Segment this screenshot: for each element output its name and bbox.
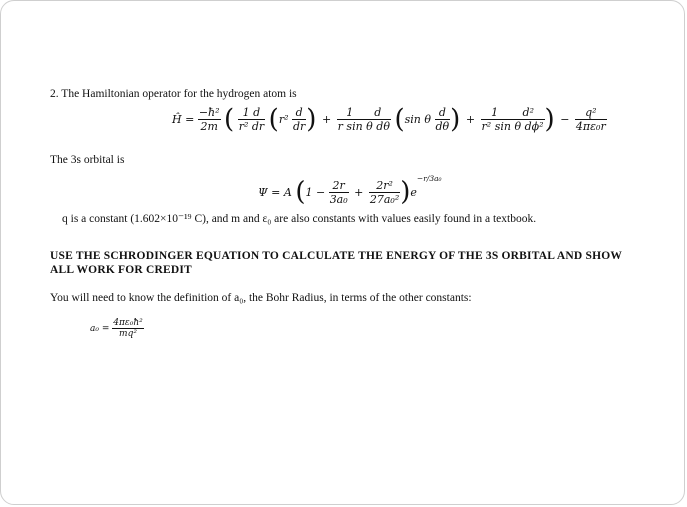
term2-fraction — [337, 106, 391, 133]
wavefunction-lhs: Ψ = A — [258, 185, 292, 199]
inner-num: d — [292, 106, 306, 120]
instruction-line1: USE THE SCHRODINGER EQUATION TO CALCULATE THE ENERGY OF THE 3S ORBITAL AND SHOW — [50, 250, 623, 262]
orbital-intro: The 3s orbital is — [50, 154, 125, 166]
term2-inner-derivative — [435, 106, 451, 133]
wavefunction-one: 1 − — [305, 185, 326, 199]
wf-plus: + — [354, 185, 364, 199]
constants-text: q is a constant (1.602×10⁻¹⁹ C), and m and ε₀ are also constants with values easily found in a textbook. — [62, 213, 537, 225]
term3-d2: d² — [522, 106, 534, 119]
wf-t2-den: 27a₀² — [369, 192, 400, 206]
term3-num: 1 — [491, 106, 499, 119]
wavefunction-term2 — [369, 179, 400, 206]
term2-inner-num: d — [435, 106, 451, 120]
wf-t1-den: 3a₀ — [329, 192, 348, 206]
bohr-note: You will need to know the definition of a₀, the Bohr Radius, in terms of the other constants: — [50, 292, 472, 304]
coulomb-num: q² — [575, 106, 607, 120]
inner-den: dr — [292, 120, 306, 133]
term1-num: 1 — [242, 106, 250, 119]
term1-den: r² dr — [238, 120, 265, 133]
wavefunction-equation: Ψ = A (1 − $\frac{2r}{\text{3a₀}}$ + $\frac{\text{2r²}}{\text{27a₀²}}$ )$e^{-r/3a_0}$ — [258, 174, 442, 207]
problem-heading: 2. The Hamiltonian operator for the hydrogen atom is — [50, 88, 297, 100]
term3-fraction — [481, 106, 545, 133]
term3-den: r² sin θ dϕ² — [481, 120, 544, 133]
bohr-fraction — [112, 318, 143, 339]
bohr-lhs: a₀ = — [90, 323, 110, 334]
bohr-radius-equation — [90, 318, 144, 339]
exp-exponent: −r/3a₀ — [416, 174, 442, 183]
bohr-num: 4πε₀ħ² — [113, 318, 143, 328]
sin-theta: sin θ — [404, 113, 431, 126]
instruction-line2: ALL WORK FOR CREDIT — [50, 264, 192, 276]
prefactor-num: −ħ² — [198, 106, 220, 119]
prefactor-den: 2m — [200, 120, 218, 133]
inner-r-squared: r² — [278, 113, 289, 126]
inner-derivative — [292, 106, 306, 133]
term1-d: d — [253, 106, 261, 119]
wavefunction-term1 — [329, 179, 349, 206]
wf-t1-num: 2r — [329, 179, 349, 193]
wf-t2-num: 2r² — [369, 179, 400, 193]
coulomb-den: 4πε₀r — [575, 120, 606, 133]
coulomb-term — [575, 106, 607, 133]
hamiltonian-lhs: Ĥ = — [172, 113, 195, 126]
term2-inner-den: dθ — [435, 120, 450, 133]
hamiltonian-prefactor — [198, 106, 221, 133]
term2-den: r sin θ dθ — [337, 120, 390, 133]
hamiltonian-equation: Ĥ = $\frac{\text{−ħ²}}{2m}$ ( $\frac{1 d}{\text{r² dr}}$ (r² $\frac{d}{dr}$ ) + $\frac{1 d}{\text{r sin θ dθ}}$ (sin θ $\frac{d}{d\theta}$ ) + $\frac{\text{1 d²}}{\text{r² sin θ dϕ²}}$ ) − $\frac{\text{q²}}{\text{4πε₀r}}$ — [172, 104, 606, 135]
term1-fraction — [238, 106, 265, 133]
term2-d: d — [374, 106, 382, 119]
term2-num: 1 — [346, 106, 354, 119]
bohr-den: mq² — [119, 329, 137, 339]
exp-base: e — [410, 185, 417, 199]
